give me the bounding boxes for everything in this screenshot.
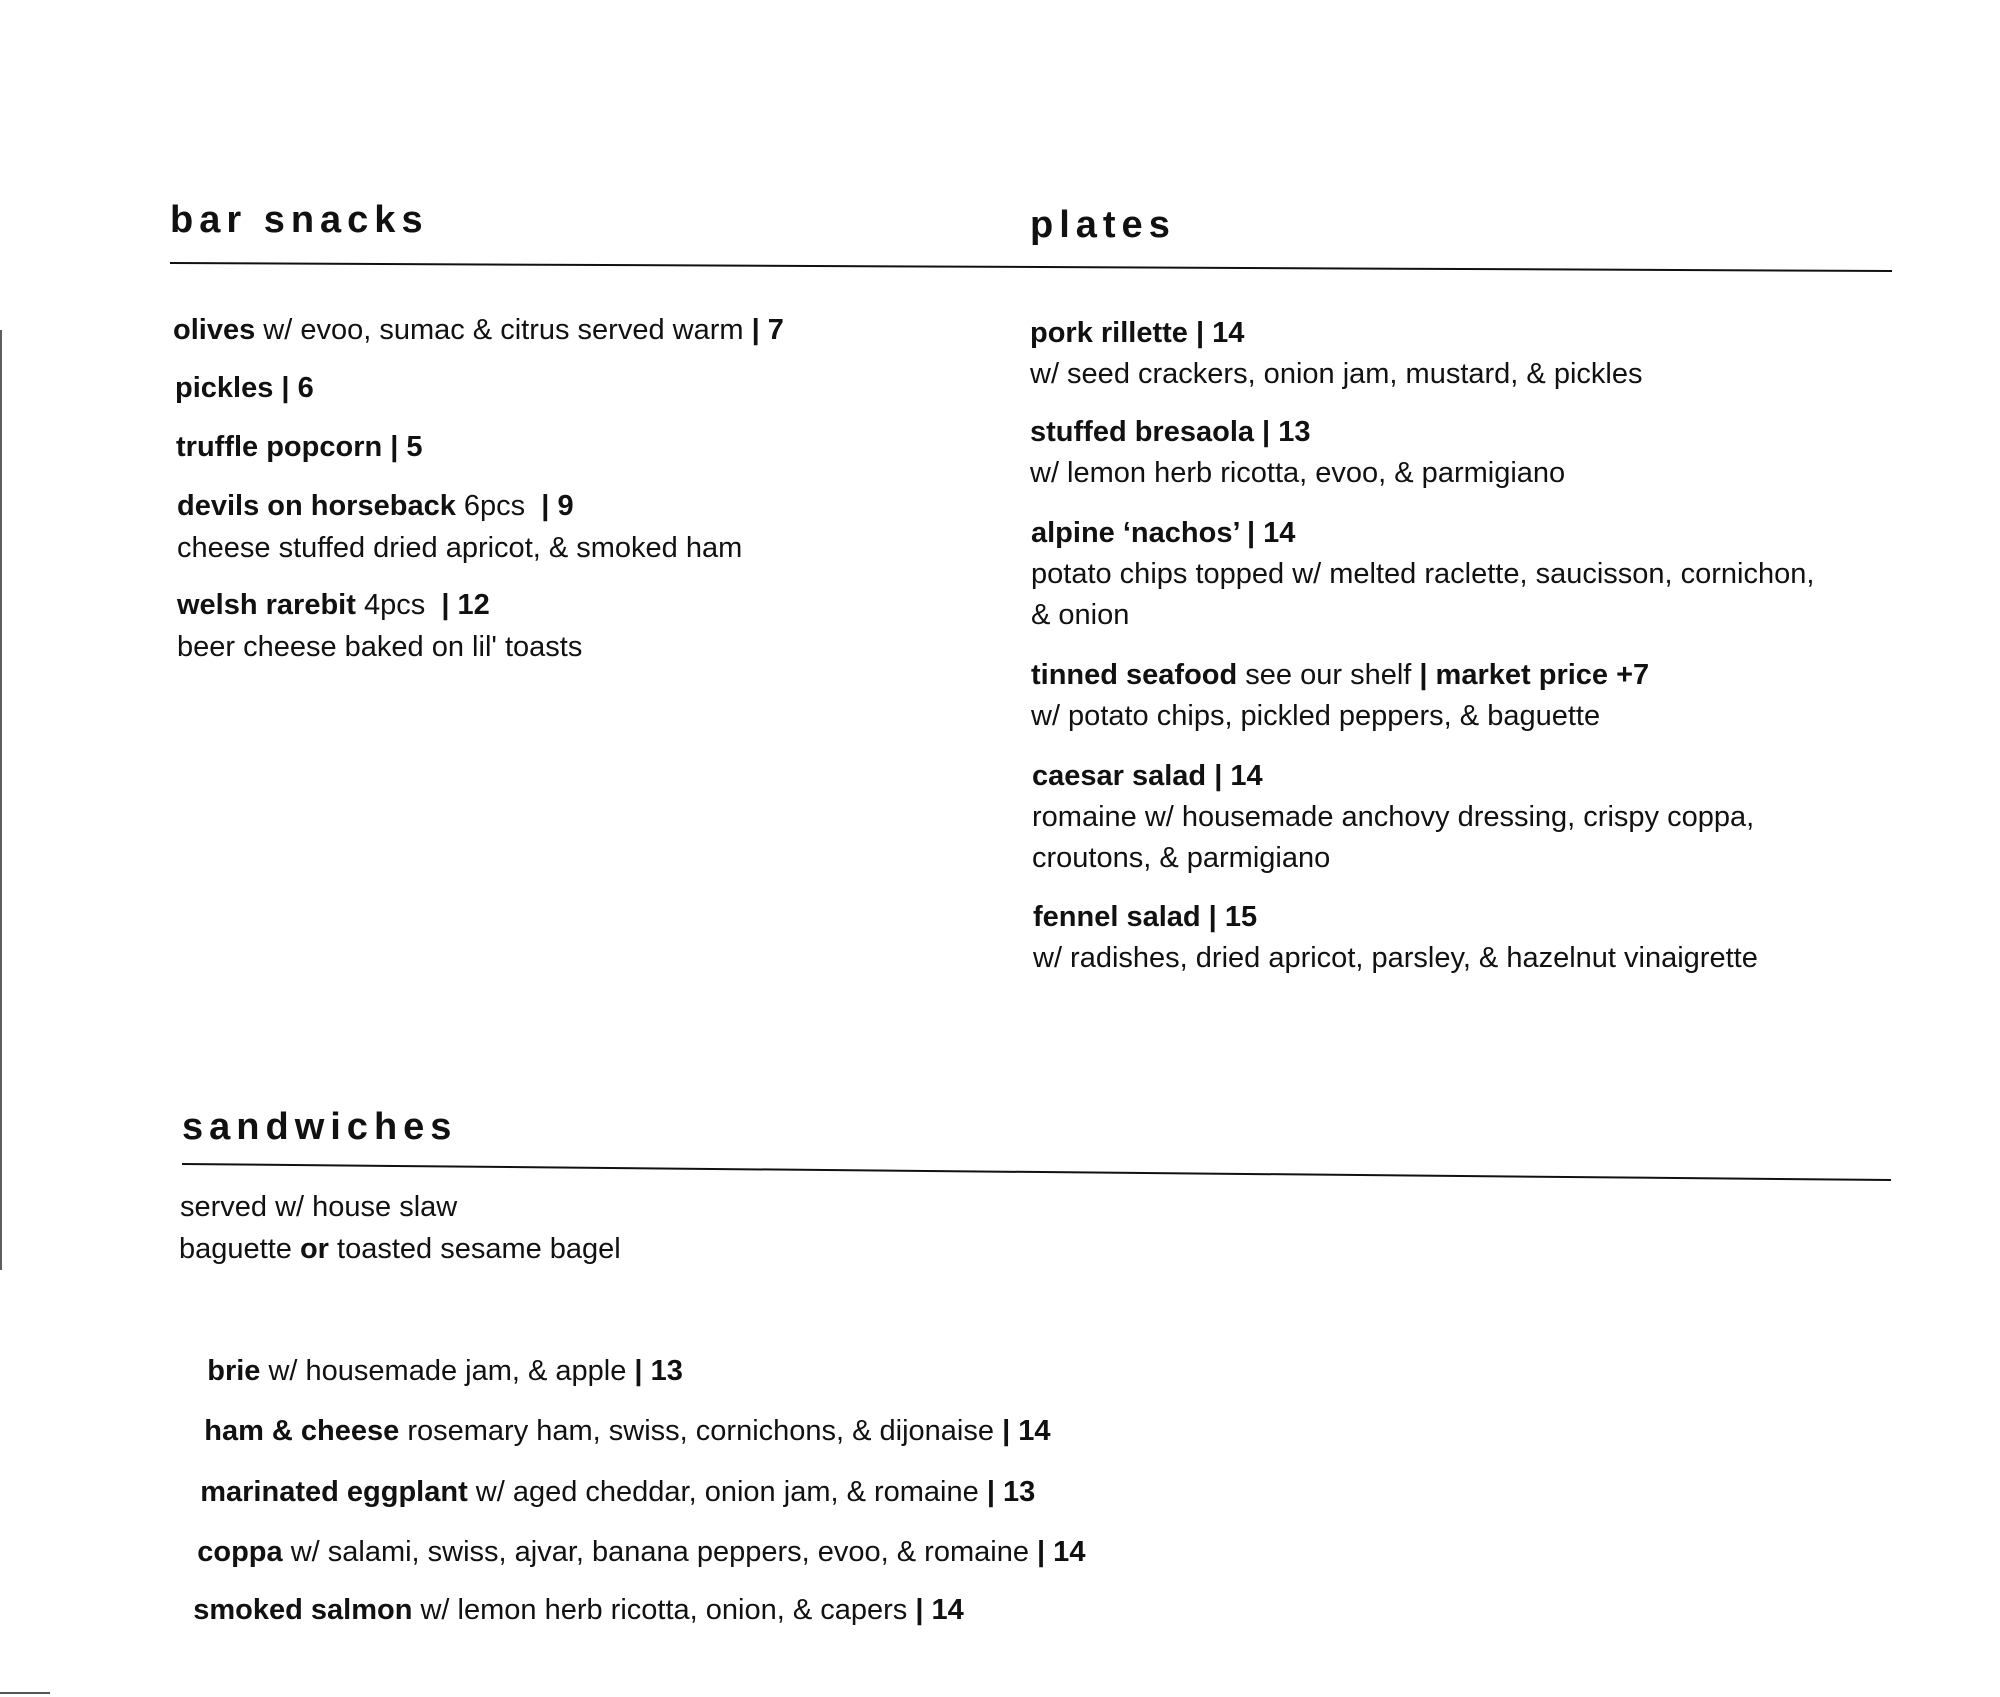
item-price: | 9 [525, 490, 574, 522]
bread-option-bagel: toasted sesame bagel [328, 1233, 621, 1265]
item-name: olives [173, 314, 256, 346]
item-detail: w/ evoo, sumac & citrus served warm [255, 314, 744, 346]
item-name: brie [207, 1355, 261, 1387]
item-name: stuffed bresaola | 13 [1030, 416, 1311, 448]
item-price: | 14 [1037, 1536, 1086, 1568]
item-name: devils on horseback [177, 490, 456, 522]
item-description: w/ lemon herb ricotta, evoo, & parmigiano [1030, 457, 1566, 489]
item-detail: 4pcs [355, 589, 426, 621]
item-description: beer cheese baked on lil' toasts [177, 631, 583, 663]
bread-option-baguette: baguette [179, 1233, 300, 1265]
bread-or: or [299, 1233, 329, 1265]
item-name: caesar salad | 14 [1032, 760, 1263, 792]
item-description: w/ potato chips, pickled peppers, & baguette [1031, 700, 1601, 732]
sandwiches-rule [182, 1164, 1891, 1180]
item-name: welsh rarebit [177, 589, 356, 621]
item-description: cheese stuffed dried apricot, & smoked ham [177, 532, 743, 564]
top-section-rule [170, 263, 1892, 271]
sandwiches-heading: sandwiches [182, 1106, 458, 1148]
plates-heading: plates [1030, 204, 1176, 246]
item-price: | 5 [382, 431, 423, 463]
item-description-line-2: & onion [1031, 599, 1130, 631]
item-detail: 6pcs [455, 490, 526, 522]
item-description: w/ radishes, dried apricot, parsley, & hazelnut vinaigrette [1033, 942, 1758, 974]
item-description-line-2: croutons, & parmigiano [1032, 842, 1331, 874]
item-price: | 14 [1002, 1415, 1051, 1447]
item-price: | 12 [425, 589, 490, 621]
item-price: | market price +7 [1419, 659, 1650, 691]
item-name: truffle popcorn [176, 431, 383, 463]
item-price: | 14 [915, 1594, 964, 1626]
item-name: alpine ‘nachos’ | 14 [1031, 517, 1296, 549]
item-detail: rosemary ham, swiss, cornichons, & dijonaise [399, 1415, 1003, 1447]
item-price: | 6 [273, 372, 314, 404]
item-price: | 7 [743, 314, 784, 346]
item-name: fennel salad | 15 [1033, 901, 1258, 933]
item-description-line-1: romaine w/ housemade anchovy dressing, crispy coppa, [1032, 801, 1755, 833]
item-detail: w/ salami, swiss, ajvar, banana peppers, evoo, & romaine [282, 1536, 1038, 1568]
item-name: smoked salmon [193, 1594, 413, 1626]
item-detail: w/ housemade jam, & apple [260, 1355, 635, 1387]
item-name: tinned seafood [1031, 659, 1238, 691]
item-detail: w/ aged cheddar, onion jam, & romaine [467, 1476, 987, 1508]
bar-snacks-heading: bar snacks [170, 199, 429, 241]
item-name: marinated eggplant [200, 1476, 468, 1508]
item-detail: see our shelf [1237, 659, 1420, 691]
item-name: coppa [197, 1536, 283, 1568]
item-name: pickles [175, 372, 274, 404]
item-price: | 13 [634, 1355, 683, 1387]
sandwiches-intro-slaw: served w/ house slaw [180, 1191, 458, 1223]
item-name: ham & cheese [204, 1415, 400, 1447]
item-name: pork rillette | 14 [1030, 317, 1245, 349]
item-description-line-1: potato chips topped w/ melted raclette, saucisson, cornichon, [1031, 558, 1815, 590]
item-description: w/ seed crackers, onion jam, mustard, & pickles [1030, 358, 1643, 390]
item-price: | 13 [986, 1476, 1036, 1508]
item-detail: w/ lemon herb ricotta, onion, & capers [412, 1594, 916, 1626]
